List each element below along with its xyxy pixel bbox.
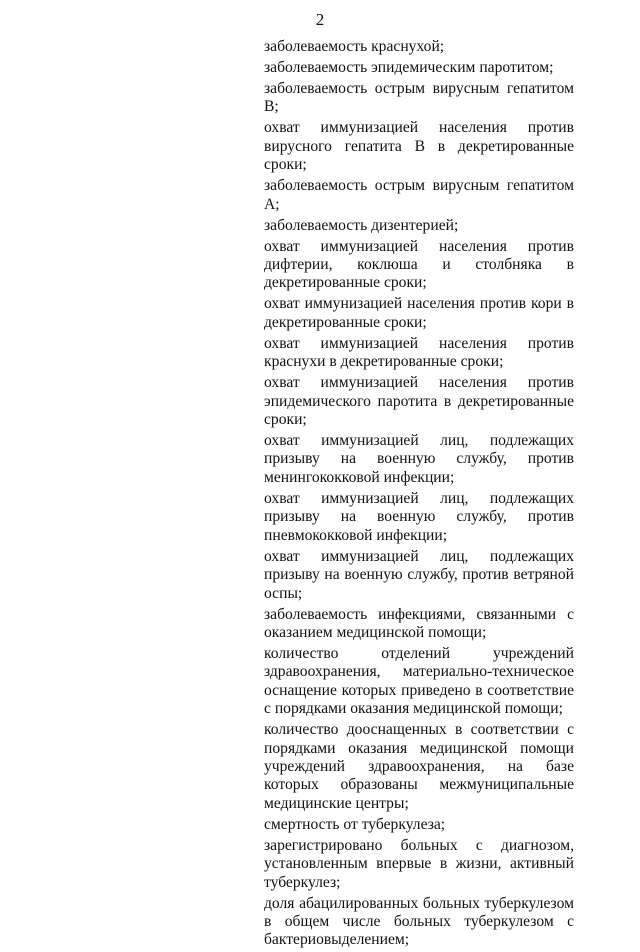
list-item: доля абацилированных больных туберкулезом в общем числе больных туберкулезом с бактериовыделением; <box>264 894 574 949</box>
list-item: количество дооснащенных в соответствии с порядками оказания медицинской помощи учреждений здравоохранения, на базе которых образованы межмуниципальные медицинские центры; <box>264 721 574 812</box>
list-item: количество отделений учреждений здравоохранения, материально-техническое оснащение которых приведено в соответствие с порядками оказания медицинской помощи; <box>264 644 574 718</box>
list-item: заболеваемость инфекциями, связанными с оказанием медицинской помощи; <box>264 605 574 641</box>
list-item: заболеваемость острым вирусным гепатитом А; <box>264 177 574 213</box>
list-item: охват иммунизацией населения против дифтерии, коклюша и столбняка в декретированные сроки; <box>264 237 574 292</box>
list-item: охват иммунизацией населения против краснухи в декретированные сроки; <box>264 334 574 371</box>
list-item: охват иммунизацией лиц, подлежащих призыву на военную службу, против ветряной оспы; <box>264 547 574 602</box>
list-item: охват иммунизацией населения против эпидемического паротита в декретированные сроки; <box>264 374 574 429</box>
list-item: смертность от туберкулеза; <box>264 815 446 833</box>
list-item: зарегистрировано больных с диагнозом, установленным впервые в жизни, активный туберкулез; <box>264 836 574 891</box>
list-item: заболеваемость острым вирусным гепатитом В; <box>264 80 574 116</box>
list-item: охват иммунизацией населения против вирусного гепатита В в декретированные сроки; <box>264 119 574 174</box>
list-item: заболеваемость эпидемическим паротитом; <box>264 59 554 76</box>
indicator-list <box>264 38 574 952</box>
list-item: охват иммунизацией лиц, подлежащих призыву на военную службу, против пневмококковой инфекции; <box>264 489 574 544</box>
list-item: охват иммунизацией населения против кори в декретированные сроки; <box>264 295 574 331</box>
page-number: 2 <box>315 10 325 29</box>
list-item: заболеваемость краснухой; <box>264 38 445 55</box>
list-item: охват иммунизацией лиц, подлежащих призыву на военную службу, против менингококковой инфекции; <box>264 432 574 486</box>
list-item: заболеваемость дизентерией; <box>264 216 459 234</box>
